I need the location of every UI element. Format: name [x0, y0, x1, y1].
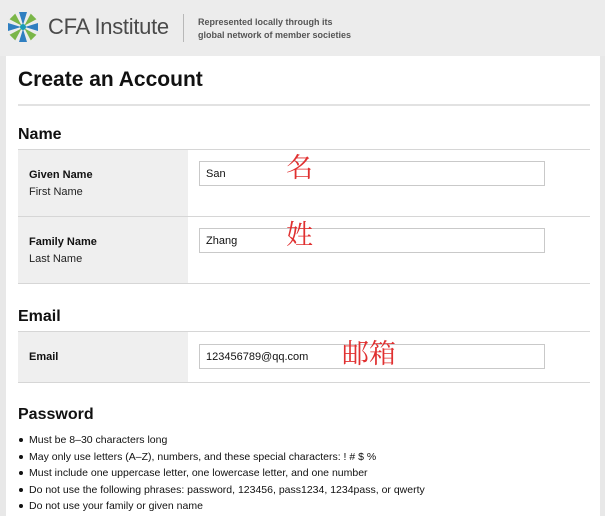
header-divider — [183, 14, 184, 42]
given-name-row — [18, 150, 590, 216]
last-name-sublabel: Last Name — [29, 253, 83, 265]
family-name-annotation: 姓 — [286, 220, 313, 251]
given-name-label: Given Name — [29, 169, 93, 181]
logo-text: CFA Institute — [48, 14, 169, 39]
title-divider — [18, 104, 590, 106]
cfa-logo-icon — [6, 10, 40, 44]
password-rules-list — [18, 432, 425, 515]
tagline-line-2: global network of member societies — [198, 30, 352, 40]
email-row — [18, 332, 590, 382]
email-annotation: 邮箱 — [342, 339, 396, 370]
password-rule: Do not use your family or given name — [18, 498, 425, 515]
given-name-label-cell — [18, 150, 188, 216]
email-label: Email — [29, 351, 59, 363]
family-name-label-cell — [18, 217, 188, 283]
first-name-sublabel: First Name — [29, 186, 83, 198]
password-rule: Must include one uppercase letter, one lowercase letter, and one number — [18, 465, 425, 482]
given-name-input[interactable] — [199, 161, 545, 186]
email-label-cell — [18, 332, 188, 382]
email-section-title: Email — [18, 308, 61, 325]
account-form-card — [6, 56, 600, 516]
password-rule: Must be 8–30 characters long — [18, 432, 425, 449]
page-title: Create an Account — [18, 68, 203, 91]
family-name-input[interactable] — [199, 228, 545, 253]
password-rule: Do not use the following phrases: password, 123456, pass1234, 1234pass, or qwerty — [18, 482, 425, 499]
email-divider — [18, 382, 590, 383]
password-rule: May only use letters (A–Z), numbers, and these special characters: ! # $ % — [18, 449, 425, 466]
header-tagline — [198, 16, 351, 42]
site-header — [0, 0, 605, 56]
tagline-line-1: Represented locally through its — [198, 17, 333, 27]
password-section-title: Password — [18, 406, 94, 423]
given-name-annotation: 名 — [286, 153, 313, 184]
family-name-row — [18, 217, 590, 283]
family-name-divider — [18, 283, 590, 284]
name-section-title: Name — [18, 126, 62, 143]
family-name-label: Family Name — [29, 236, 97, 248]
